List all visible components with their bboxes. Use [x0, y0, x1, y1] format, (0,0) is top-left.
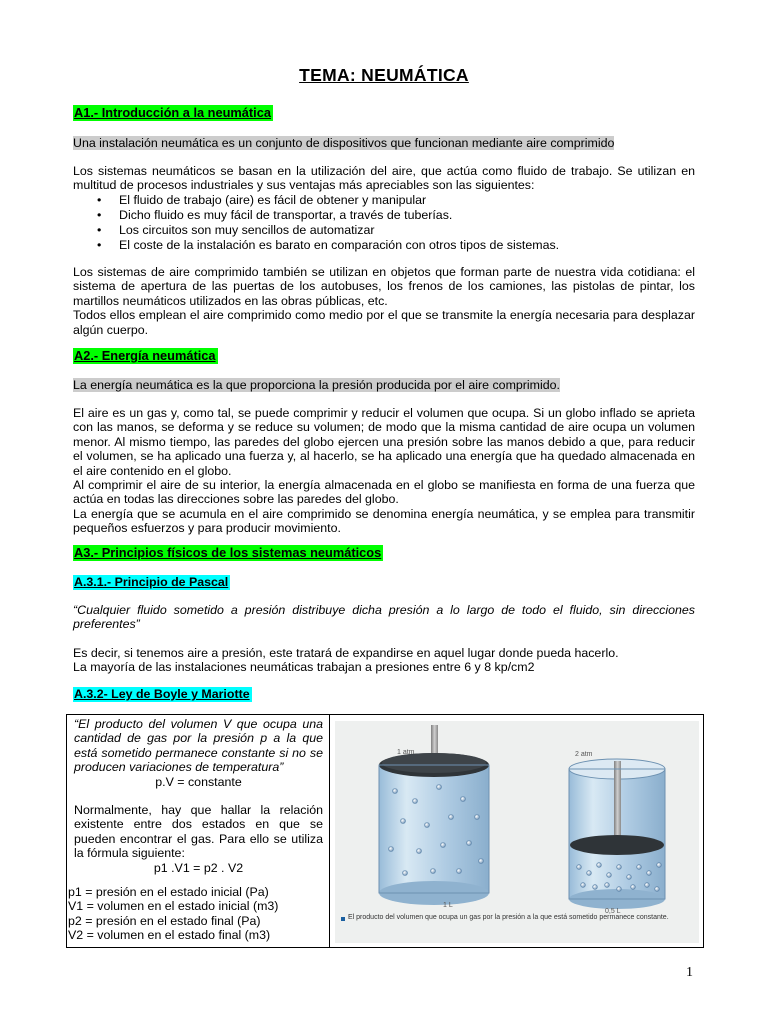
definition-p2: p2 = presión en el estado final (Pa): [68, 913, 261, 928]
label-1-l: 1 L: [443, 902, 453, 909]
piston-rod-right: [614, 761, 621, 843]
paragraph-pascal: Es decir, si tenemos aire a presión, este tratará de expandirse en aquel lugar donde pueda hacerlo. La mayoría de las instalaciones neumáticas trabajan a presiones entre 6 y 8 kp/cm2: [73, 646, 619, 675]
definition-v2: V2 = volumen en el estado final (m3): [68, 928, 271, 943]
piston-right: [570, 835, 664, 855]
paragraph-a1-uses: Los sistemas de aire comprimido también se utilizan en objetos que forman parte de nuestra vida cotidiana: el sistema de apertura de las puertas de los autobuses, los frenos de los camiones, las pistolas de pintar, los martillos neumáticos utilizados en las obras públicas, etc. Todos ellos emplean el aire comprimido como medio por el que se transmite la energía necesaria para desplazar algún cuerpo.: [73, 265, 695, 337]
paragraph-a2-body: El aire es un gas y, como tal, se puede comprimir y reducir el volumen que ocupa. Si un globo inflado se aprieta con las manos, se deforma y se reduce su volumen; de modo que la misma cantidad de aire ocupa un volumen menor. Al mismo tiempo, las paredes del globo ejercen una presión sobre las manos debido a que, para reducir el volumen, se ha aplicado una fuerza y, al hacerlo, se ha aplicado una energía que ha quedado almacenada en el aire contenido en el globo. Al comprimir el aire de su interior, la energía almacenada en el globo se manifiesta en forma de una fuerza que actúa en todas las direcciones sobre las paredes del globo. La energía que se acumula en el aire comprimido se denomina energía neumática, y se emplea para transmitir pequeños esfuerzos y para producir movimiento.: [73, 406, 695, 536]
definition-a2: La energía neumática es la que proporciona la presión producida por el aire comprimido.: [73, 378, 560, 392]
definition-v1: V1 = volumen en el estado inicial (m3): [68, 899, 279, 914]
page-title: TEMA: NEUMÁTICA: [299, 65, 469, 85]
label-2-atm: 2 atm: [575, 751, 593, 758]
boyle-table: [66, 714, 704, 948]
list-item: • Dicho fluido es muy fácil de transportar, a través de tuberías.: [73, 208, 559, 223]
formula-pv: p.V = constante: [155, 774, 242, 789]
boyle-text-cell: [68, 717, 323, 943]
page-number: 1: [686, 965, 693, 980]
list-item: • Los circuitos son muy sencillos de automatizar: [73, 223, 559, 238]
caption-marker-icon: [341, 917, 345, 921]
figure-caption: El producto del volumen que ocupa un gas por la presión a la que está sometido permanece constante.: [348, 914, 669, 921]
subsection-heading-pascal: A.3.1.- Principio de Pascal: [74, 575, 229, 589]
table-divider: [329, 715, 330, 947]
boyle-figure: [335, 721, 699, 943]
section-heading-a2: A2.- Energía neumática: [74, 348, 216, 363]
advantages-list: [73, 193, 559, 253]
paragraph-a1-intro: Los sistemas neumáticos se basan en la utilización del aire, que actúa como fluido de trabajo. Se utilizan en multitud de procesos industriales y sus ventajas más apreciables son las siguientes:: [73, 164, 695, 193]
formula-p1v1: p1 .V1 = p2 . V2: [153, 860, 244, 875]
variable-definitions: [68, 885, 323, 943]
label-1-atm: 1 atm: [397, 749, 415, 756]
pascal-quote: “Cualquier fluido sometido a presión distribuye dicha presión a lo largo de todo el fluido, sin direcciones preferentes”: [73, 603, 695, 632]
list-item: • El coste de la instalación es barato en comparación con otros tipos de sistemas.: [73, 238, 559, 253]
label-0-5-l: 0,5 L: [605, 908, 621, 915]
boyle-quote: “El producto del volumen V que ocupa una cantidad de gas por la presión p a la que está sometido permanece constante si no se producen variaciones de temperatura”: [74, 717, 323, 775]
section-heading-a1: A1.- Introducción a la neumática: [74, 105, 271, 120]
cylinder-right: [569, 759, 665, 909]
paragraph-a1-energy: Todos ellos emplean el aire comprimido como medio por el que se transmite la energía necesaria para desplazar algún cuerpo.: [73, 308, 695, 337]
definition-p1: p1 = presión en el estado inicial (Pa): [68, 885, 269, 899]
section-heading-a3: A3.- Principios físicos de los sistemas neumáticos: [74, 545, 382, 560]
definition-a1: Una instalación neumática es un conjunto de dispositivos que funcionan mediante aire comprimido: [73, 136, 615, 150]
list-item: • El fluido de trabajo (aire) es fácil de obtener y manipular: [73, 193, 559, 208]
boyle-explanation: Normalmente, hay que hallar la relación existente entre dos estados en que se pueden encontrar el gas. Para ello se utiliza la fórmula siguiente:: [74, 803, 323, 861]
subsection-heading-boyle: A.3.2- Ley de Boyle y Mariotte: [74, 687, 250, 701]
